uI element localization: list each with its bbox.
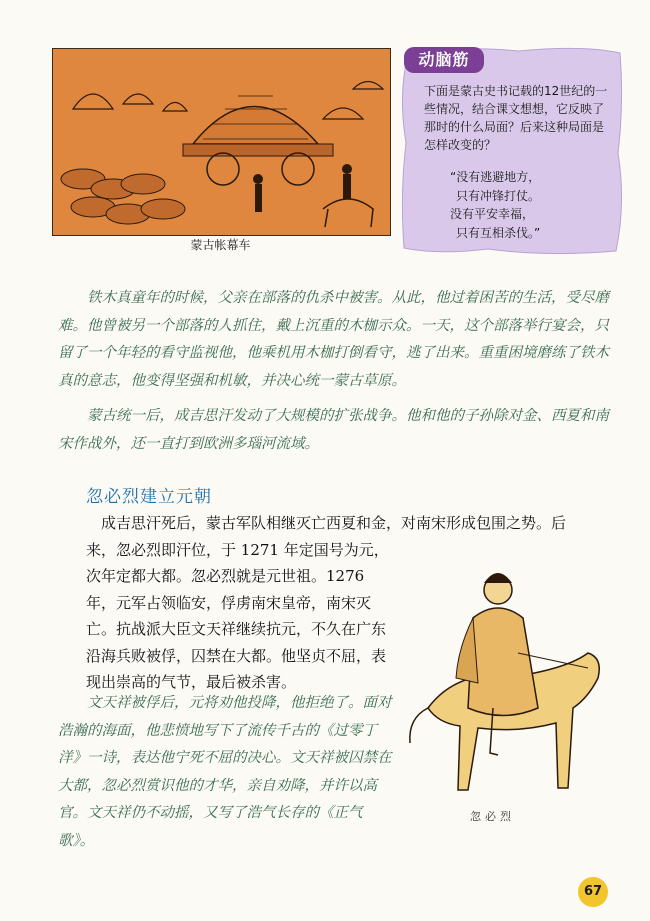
section-heading: 忽必烈建立元朝 bbox=[86, 487, 212, 507]
figure-caption: 忽必烈 bbox=[470, 810, 515, 823]
mongol-tent-cart-image bbox=[52, 48, 391, 236]
think-box-poem bbox=[450, 168, 610, 242]
story-paragraph: 蒙古统一后，成吉思汗发动了大规模的扩张战争。他和他的子孙除对金、西夏和南宋作战外，还一直打到欧洲多瑙河流域。 bbox=[58, 408, 609, 452]
poem-line: 只有互相杀伐。” bbox=[456, 225, 541, 240]
kublai-khan-image bbox=[398, 558, 615, 802]
poem-line: 没有平安幸福， bbox=[450, 207, 535, 221]
think-box-question: 下面是蒙古史书记载的12世纪的一些情况，结合课文想想，它反映了那时的什么局面？后来这种局面是怎样改变的？ bbox=[424, 84, 608, 152]
poem-line: 只有冲锋打仗。 bbox=[456, 188, 541, 203]
page-number: 67 bbox=[578, 877, 608, 907]
poem-line: “没有逃避地方， bbox=[450, 170, 541, 184]
body-text: 来，忽必烈即汗位，于 1271 年定国号为元，次年定都大都。忽必烈就是元世祖。1276 年，元军占领临安，俘虏南宋皇帝，南宋灭亡。抗战派大臣文天祥继续抗元，不久在广东沿海兵败被俘，囚禁在大都。他坚贞不屈，表现出崇高的气节，最后被杀害。 bbox=[86, 540, 389, 691]
story-paragraph: 文天祥被俘后，元将劝他投降，他拒绝了。面对浩瀚的海面，他悲愤地写下了流传千古的《过零丁洋》一诗，表达他宁死不屈的决心。文天祥被囚禁在大都，忽必烈赏识他的才华，亲自劝降，并许以高官。文天祥仍不动摇，又写了浩气长存的《正气歌》。 bbox=[58, 695, 392, 849]
tent-cart-illustration bbox=[53, 49, 390, 235]
figure-caption: 蒙古帐幕车 bbox=[190, 238, 251, 252]
story-paragraph: 铁木真童年的时候，父亲在部落的仇杀中被害。从此，他过着困苦的生活，受尽磨难。他曾被另一个部落的人抓住，戴上沉重的木枷示众。一天，这个部落举行宴会，只留了一个年轻的看守监视他，他乘机用木枷打倒看守，逃了出来。重重困境磨练了铁木真的意志，他变得坚强和机敏，并决心统一蒙古草原。 bbox=[58, 290, 609, 389]
kublai-khan-illustration bbox=[398, 558, 615, 802]
body-first-line: 成吉思汗死后，蒙古军队相继灭亡西夏和金，对南宋形成包围之势。后 bbox=[101, 514, 567, 532]
think-box-title: 动脑筋 bbox=[404, 47, 484, 73]
